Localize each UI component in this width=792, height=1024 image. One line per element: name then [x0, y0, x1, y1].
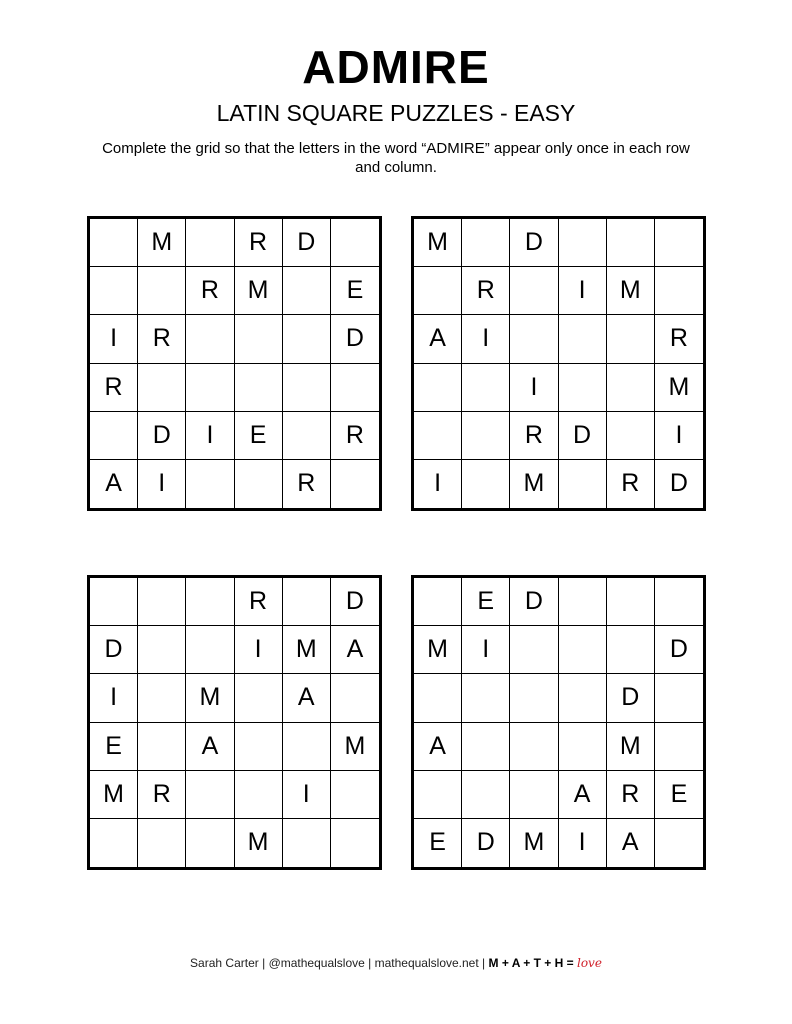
grid-cell[interactable]	[607, 219, 655, 267]
grid-cell[interactable]	[138, 819, 186, 867]
grid-cell: M	[235, 267, 283, 315]
puzzle-grid-3	[87, 575, 382, 870]
puzzle-grid-2	[411, 216, 706, 511]
footer-sep: |	[262, 956, 266, 970]
grid-cell: R	[235, 578, 283, 626]
grid-cell: D	[331, 578, 379, 626]
puzzle-grid-1	[87, 216, 382, 511]
grid-cell[interactable]	[283, 819, 331, 867]
grid-cell[interactable]	[283, 412, 331, 460]
grid-cell[interactable]	[186, 460, 234, 508]
grid-cell[interactable]	[510, 674, 558, 722]
grid-cell[interactable]	[186, 771, 234, 819]
grid-cell[interactable]	[138, 626, 186, 674]
grid-cell[interactable]	[331, 674, 379, 722]
grid-cell: M	[414, 626, 462, 674]
grid-cell: M	[283, 626, 331, 674]
grid-cell[interactable]	[655, 819, 703, 867]
grid-cell[interactable]	[559, 578, 607, 626]
grid-cell[interactable]	[235, 315, 283, 363]
grid-cell[interactable]	[510, 315, 558, 363]
grid-cell[interactable]	[283, 267, 331, 315]
grid-cell[interactable]	[186, 626, 234, 674]
grid-cell[interactable]	[462, 460, 510, 508]
grid-cell[interactable]	[559, 460, 607, 508]
grid-cell: D	[669, 469, 688, 498]
grid-cell: E	[331, 267, 379, 315]
grid-cell: D	[607, 674, 655, 722]
grid-cell[interactable]	[462, 771, 510, 819]
grid-cell[interactable]	[283, 364, 331, 412]
grid-cell[interactable]	[607, 412, 655, 460]
grid-cell[interactable]	[462, 412, 510, 460]
puzzle-grid-4	[411, 575, 706, 870]
grid-cell: D	[462, 819, 510, 867]
footer-logo: M + A + T + H =	[488, 956, 574, 970]
grid-cell: I	[186, 412, 234, 460]
grid-cell[interactable]	[331, 819, 379, 867]
grid-cell: R	[462, 267, 510, 315]
grid-cell[interactable]	[655, 674, 703, 722]
grid-cell: I	[510, 364, 558, 412]
grid-cell[interactable]	[186, 819, 234, 867]
footer	[0, 956, 792, 970]
grid-cell[interactable]	[90, 819, 138, 867]
grid-cell: M	[331, 723, 379, 771]
page-subtitle: LATIN SQUARE PUZZLES - EASY	[216, 100, 576, 126]
footer-author: Sarah Carter	[190, 956, 259, 970]
grid-cell[interactable]	[510, 771, 558, 819]
grid-cell[interactable]	[138, 674, 186, 722]
grid-cell: A	[414, 723, 462, 771]
grid-cell[interactable]	[90, 267, 138, 315]
footer-logo-love: love	[576, 956, 602, 970]
grid-cell: M	[655, 364, 703, 412]
grid-cell[interactable]	[510, 267, 558, 315]
grid-cell: M	[607, 267, 655, 315]
grid-cell: D	[655, 626, 703, 674]
grid-cell: A	[607, 819, 655, 867]
grid-cell[interactable]	[414, 412, 462, 460]
grid-cell[interactable]	[559, 674, 607, 722]
grid-cell: R	[607, 460, 655, 508]
grid-cell: I	[655, 412, 703, 460]
grid-cell[interactable]	[331, 364, 379, 412]
grid-cell[interactable]	[90, 412, 138, 460]
grid-cell: M	[414, 219, 462, 267]
grid-cell: E	[414, 819, 462, 867]
grid-cell: M	[235, 819, 283, 867]
grid-cell[interactable]	[510, 626, 558, 674]
grid-cell[interactable]	[510, 723, 558, 771]
grid-cell: I	[559, 819, 607, 867]
grid-cell[interactable]	[235, 364, 283, 412]
grid-cell: I	[283, 771, 331, 819]
instructions: Complete the grid so that the letters in the word “ADMIRE” appear only once in each row and column.	[102, 140, 690, 176]
grid-cell: R	[607, 771, 655, 819]
grid-cell[interactable]	[283, 315, 331, 363]
grid-cell[interactable]	[655, 723, 703, 771]
grid-cell: D	[559, 412, 607, 460]
grid-cell[interactable]	[559, 626, 607, 674]
grid-cell: D	[510, 578, 558, 626]
grid-cell[interactable]	[90, 578, 138, 626]
grid-cell: I	[462, 315, 510, 363]
grid-cell: D	[90, 626, 138, 674]
grid-cell[interactable]	[462, 364, 510, 412]
grid-cell: I	[138, 460, 186, 508]
grid-cell[interactable]	[186, 364, 234, 412]
grid-cell: E	[90, 723, 138, 771]
grid-cell[interactable]	[414, 364, 462, 412]
grid-cell[interactable]	[414, 267, 462, 315]
grid-cell[interactable]	[462, 674, 510, 722]
grid-cell[interactable]	[186, 315, 234, 363]
grid-cell: E	[462, 578, 510, 626]
grid-cell: D	[331, 315, 379, 363]
grid-cell: I	[414, 460, 462, 508]
grid-cell: R	[283, 460, 331, 508]
grid-cell[interactable]	[655, 267, 703, 315]
grid-cell[interactable]	[559, 364, 607, 412]
grid-cell[interactable]	[655, 578, 703, 626]
grid-cell[interactable]	[655, 219, 703, 267]
grid-cell: A	[331, 626, 379, 674]
grid-cell[interactable]	[235, 460, 283, 508]
grid-cell[interactable]	[331, 771, 379, 819]
grid-cell: D	[138, 412, 186, 460]
grid-cell[interactable]	[607, 315, 655, 363]
grid-cell[interactable]	[138, 364, 186, 412]
grid-cell: M	[90, 771, 138, 819]
grid-cell: M	[607, 723, 655, 771]
grid-cell[interactable]	[138, 267, 186, 315]
grid-cell: R	[331, 412, 379, 460]
grid-cell: I	[90, 674, 138, 722]
grid-cell: R	[138, 771, 186, 819]
grid-cell: D	[510, 219, 558, 267]
grid-cell: R	[655, 315, 703, 363]
footer-site: mathequalslove.net	[374, 956, 479, 970]
page-title: ADMIRE	[302, 41, 490, 93]
footer-sep: |	[368, 956, 372, 970]
grid-cell[interactable]	[559, 723, 607, 771]
grid-cell[interactable]	[414, 674, 462, 722]
grid-cell: R	[186, 267, 234, 315]
grid-cell: A	[90, 460, 138, 508]
grid-cell[interactable]	[559, 315, 607, 363]
grid-cell: M	[510, 460, 558, 508]
grid-cell[interactable]	[607, 626, 655, 674]
grid-cell[interactable]	[235, 771, 283, 819]
grid-cell: M	[510, 819, 558, 867]
grid-cell[interactable]	[138, 578, 186, 626]
grid-cell: D	[283, 219, 331, 267]
grid-cell[interactable]	[186, 578, 234, 626]
grid-cell[interactable]	[559, 219, 607, 267]
grid-cell: R	[138, 315, 186, 363]
grid-cell[interactable]	[90, 219, 138, 267]
grid-cell: I	[462, 626, 510, 674]
grid-cell[interactable]	[462, 723, 510, 771]
grid-cell[interactable]	[186, 219, 234, 267]
grid-cell: A	[414, 315, 462, 363]
grid-cell[interactable]	[607, 364, 655, 412]
grid-cell: R	[90, 364, 138, 412]
grid-cell: I	[235, 626, 283, 674]
grid-cell[interactable]	[414, 578, 462, 626]
grid-cell[interactable]	[235, 723, 283, 771]
grid-cell: M	[138, 219, 186, 267]
grid-cell[interactable]	[283, 578, 331, 626]
grid-cell[interactable]	[414, 771, 462, 819]
grid-cell[interactable]	[331, 460, 379, 508]
grid-cell: I	[90, 315, 138, 363]
grid-cell[interactable]	[462, 219, 510, 267]
footer-handle: @mathequalslove	[268, 956, 365, 970]
grid-cell: M	[186, 674, 234, 722]
grid-cell: E	[655, 771, 703, 819]
grid-cell: R	[510, 412, 558, 460]
grid-cell: A	[283, 674, 331, 722]
grid-cell[interactable]	[283, 723, 331, 771]
grid-cell[interactable]	[607, 578, 655, 626]
grid-cell[interactable]	[138, 723, 186, 771]
grid-cell: R	[235, 219, 283, 267]
grid-cell: A	[186, 723, 234, 771]
grid-cell: I	[559, 267, 607, 315]
footer-sep: |	[482, 956, 486, 970]
grid-cell: E	[235, 412, 283, 460]
grid-cell[interactable]	[235, 674, 283, 722]
grid-cell: A	[559, 771, 607, 819]
grid-cell[interactable]	[331, 219, 379, 267]
